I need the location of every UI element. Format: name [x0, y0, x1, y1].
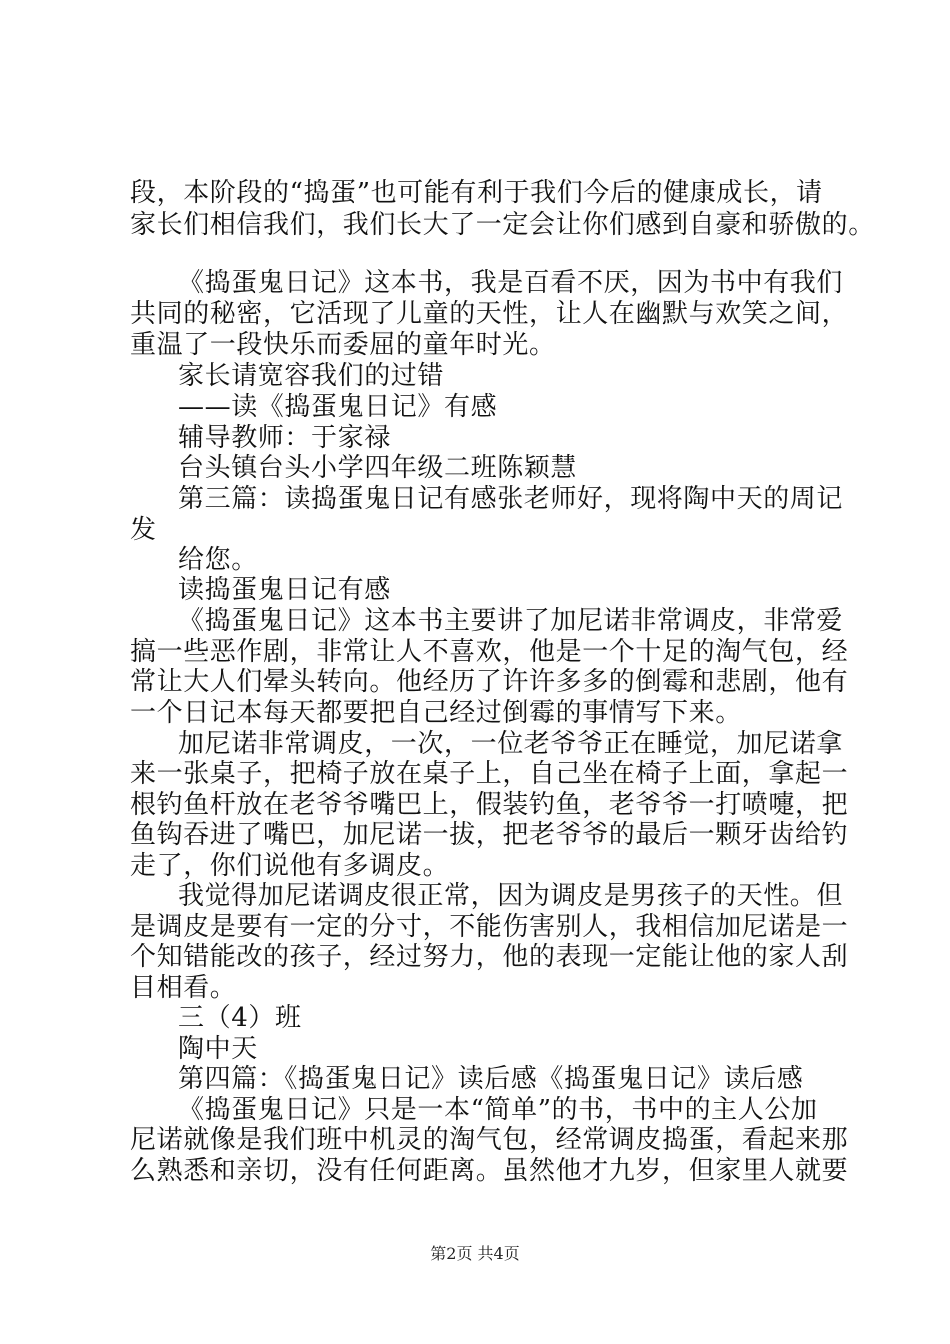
- text-line: 读捣蛋鬼日记有感: [178, 575, 391, 605]
- text-line: 共同的秘密，它活现了儿童的天性，让人在幽默与欢笑之间，: [130, 299, 849, 329]
- text-line: 第三篇：读捣蛋鬼日记有感张老师好，现将陶中天的周记: [178, 484, 844, 514]
- text-line: 陶中天: [178, 1034, 258, 1064]
- text-line: 辅导教师：于家禄: [178, 423, 391, 453]
- text-line: 家长请宽容我们的过错: [178, 361, 445, 391]
- text-line: 《捣蛋鬼日记》这本书，我是百看不厌，因为书中有我们: [178, 268, 844, 298]
- text-line: 台头镇台头小学四年级二班陈颖慧: [178, 453, 578, 483]
- page-footer: 第2页 共4页: [430, 1244, 520, 1263]
- text-line: ——读《捣蛋鬼日记》有感: [178, 392, 498, 422]
- text-line: 一个日记本每天都要把自己经过倒霉的事情写下来。: [130, 698, 742, 728]
- text-line: 走了，你们说他有多调皮。: [130, 851, 450, 881]
- text-line: 么熟悉和亲切，没有任何距离。虽然他才九岁，但家里人就要: [130, 1156, 849, 1186]
- text-line: 《捣蛋鬼日记》只是一本“简单”的书，书中的主人公加: [178, 1095, 818, 1125]
- text-line: 家长们相信我们，我们长大了一定会让你们感到自豪和骄傲的。: [130, 210, 875, 240]
- text-line: 段，本阶段的“捣蛋”也可能有利于我们今后的健康成长，请: [130, 178, 823, 208]
- text-line: 来一张桌子，把椅子放在桌子上，自己坐在椅子上面，拿起一: [130, 759, 849, 789]
- text-line: 给您。: [178, 545, 258, 575]
- text-line: 搞一些恶作剧，非常让人不喜欢，他是一个十足的淘气包，经: [130, 637, 849, 667]
- text-line: 《捣蛋鬼日记》这本书主要讲了加尼诺非常调皮，非常爱: [178, 606, 844, 636]
- text-line: 第四篇：《捣蛋鬼日记》读后感《捣蛋鬼日记》读后感: [178, 1064, 804, 1094]
- text-line: 三（4）班: [178, 1003, 302, 1033]
- text-line: 加尼诺非常调皮，一次，一位老爷爷正在睡觉，加尼诺拿: [178, 729, 844, 759]
- text-line: 重温了一段快乐而委屈的童年时光。: [130, 330, 556, 360]
- text-line: 目相看。: [130, 973, 237, 1003]
- text-line: 鱼钩吞进了嘴巴，加尼诺一拔，把老爷爷的最后一颗牙齿给钓: [130, 820, 849, 850]
- text-line: 尼诺就像是我们班中机灵的淘气包，经常调皮捣蛋，看起来那: [130, 1125, 849, 1155]
- text-line: 我觉得加尼诺调皮很正常，因为调皮是男孩子的天性。但: [178, 881, 844, 911]
- text-line: 发: [130, 515, 157, 545]
- text-line: 个知错能改的孩子，经过努力，他的表现一定能让他的家人刮: [130, 942, 849, 972]
- text-line: 根钓鱼杆放在老爷爷嘴巴上，假装钓鱼，老爷爷一打喷嚏，把: [130, 790, 849, 820]
- text-line: 常让大人们晕头转向。他经历了许许多多的倒霉和悲剧，他有: [130, 667, 849, 697]
- text-line: 是调皮是要有一定的分寸，不能伤害别人，我相信加尼诺是一: [130, 912, 849, 942]
